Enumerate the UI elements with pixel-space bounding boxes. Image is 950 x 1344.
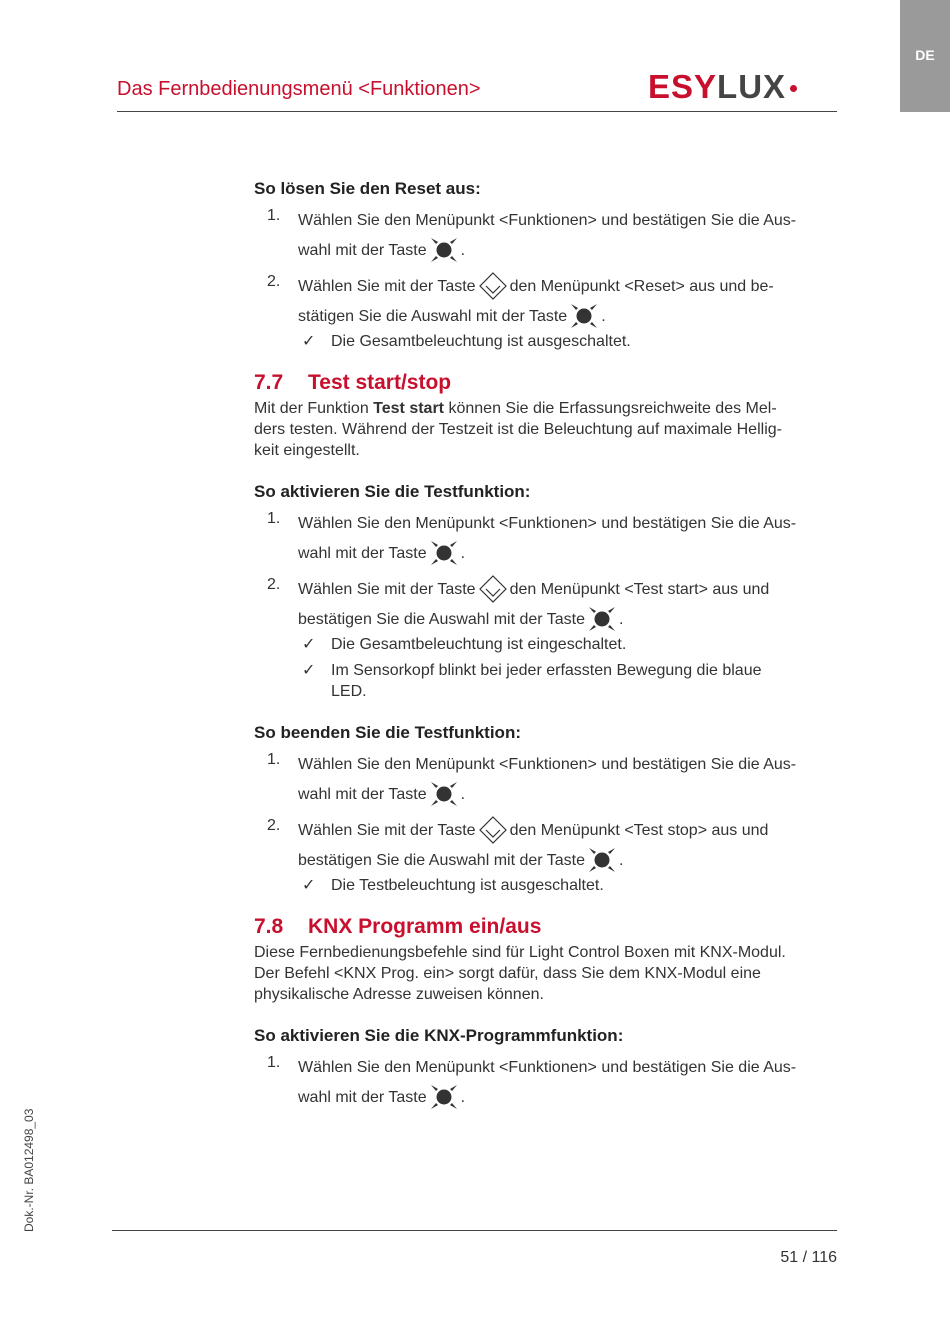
step-text: den Menüpunkt <Test stop> aus und: [509, 821, 769, 839]
result-item: [254, 634, 840, 655]
step-number: 1.: [267, 207, 281, 224]
period: .: [601, 307, 606, 325]
step-text: Wählen Sie mit der Taste: [298, 580, 476, 598]
step-number: 2.: [267, 817, 281, 834]
checkmark-icon: ✓: [302, 662, 316, 679]
list-item: [254, 205, 840, 265]
page-header-title: Das Fernbedienungsmenü <Funktionen>: [117, 78, 481, 100]
main-content: [254, 178, 840, 1112]
step-text: bestätigen Sie die Auswahl mit der Taste: [298, 610, 585, 628]
checkmark-icon: ✓: [302, 877, 316, 894]
period: .: [460, 241, 466, 259]
section-number: 7.8: [254, 915, 284, 938]
result-item: [254, 660, 840, 702]
step-text: stätigen Sie die Auswahl mit der Taste: [298, 307, 568, 325]
intro-text: physikalische Adresse zuweisen können.: [254, 986, 544, 1003]
deactivate-test-heading: So beenden Sie die Testfunktion:: [254, 723, 521, 742]
activate-test-heading: So aktivieren Sie die Testfunktion:: [254, 482, 531, 501]
step-text: wahl mit der Taste: [298, 785, 427, 803]
step-text: Wählen Sie mit der Taste: [298, 277, 476, 295]
step-text: den Menüpunkt <Test start> aus und: [509, 580, 770, 598]
logo-part-1: ESY: [648, 68, 718, 105]
period: .: [460, 1088, 466, 1106]
navigate-down-key-icon: [478, 271, 508, 301]
step-number: 2.: [267, 576, 281, 593]
step-text: wahl mit der Taste: [298, 1088, 427, 1106]
section-intro: [254, 942, 840, 1005]
language-tab: DE: [900, 0, 950, 112]
result-text-line: LED.: [331, 683, 367, 700]
period: .: [460, 785, 466, 803]
list-item: [254, 1052, 840, 1112]
step-number: 1.: [267, 1054, 281, 1071]
esylux-logo: [648, 70, 797, 104]
confirm-key-icon: [429, 235, 459, 265]
result-text: [331, 660, 840, 702]
list-item: [254, 749, 840, 809]
result-text: Die Gesamtbeleuchtung ist eingeschaltet.: [331, 636, 627, 653]
intro-text: Der Befehl <KNX Prog. ein> sorgt dafür, dass Sie dem KNX-Modul eine: [254, 965, 761, 982]
section-intro: [254, 398, 840, 461]
header-divider: [117, 111, 837, 112]
step-text: bestätigen Sie die Auswahl mit der Taste: [298, 851, 585, 869]
intro-text: können Sie die Erfassungsreichweite des Mel-: [448, 400, 777, 417]
step-number: 2.: [267, 273, 281, 290]
step-text: Wählen Sie den Menüpunkt <Funktionen> und bestätigen Sie die Aus-: [298, 755, 797, 773]
footer-divider: [112, 1230, 837, 1231]
section-title: Test start/stop: [308, 371, 452, 394]
step-text: Wählen Sie mit der Taste: [298, 821, 476, 839]
logo-dot: [790, 85, 797, 92]
step-number: 1.: [267, 510, 281, 527]
checkmark-icon: ✓: [302, 333, 316, 350]
knx-program-heading: So aktivieren Sie die KNX-Programmfunktion:: [254, 1026, 624, 1045]
confirm-key-icon: [429, 779, 459, 809]
page-number: 51 / 116: [780, 1249, 837, 1266]
section-heading-7-8: [254, 916, 840, 937]
period: .: [618, 610, 624, 628]
intro-text: Diese Fernbedienungsbefehle sind für Light Control Boxen mit KNX-Modul.: [254, 944, 786, 961]
list-item: [254, 574, 840, 634]
logo-part-2: LUX: [717, 68, 787, 105]
result-item: [254, 331, 840, 352]
navigate-down-key-icon: [478, 815, 508, 845]
intro-text: Mit der Funktion: [254, 400, 369, 417]
intro-bold: Test start: [373, 400, 445, 417]
result-text: Die Gesamtbeleuchtung ist ausgeschaltet.: [331, 333, 631, 350]
intro-text: keit eingestellt.: [254, 442, 360, 459]
result-text: Die Testbeleuchtung ist ausgeschaltet.: [331, 877, 604, 894]
confirm-key-icon: [429, 1082, 459, 1112]
checkmark-icon: ✓: [302, 636, 316, 653]
confirm-key-icon: [429, 538, 459, 568]
confirm-key-icon: [587, 845, 617, 875]
navigate-down-key-icon: [478, 574, 508, 604]
confirm-key-icon: [587, 604, 617, 634]
step-text: den Menüpunkt <Reset> aus und be-: [509, 277, 774, 295]
step-text: wahl mit der Taste: [298, 241, 427, 259]
confirm-key-icon: [569, 301, 599, 331]
step-text: Wählen Sie den Menüpunkt <Funktionen> und bestätigen Sie die Aus-: [298, 211, 797, 229]
result-item: [254, 875, 840, 896]
document-number: Dok.-Nr. BA012498_03: [22, 1108, 36, 1232]
list-item: [254, 508, 840, 568]
section-heading-7-7: [254, 372, 840, 393]
list-item: [254, 815, 840, 875]
reset-heading: So lösen Sie den Reset aus:: [254, 179, 481, 198]
step-text: Wählen Sie den Menüpunkt <Funktionen> und bestätigen Sie die Aus-: [298, 514, 797, 532]
step-text: Wählen Sie den Menüpunkt <Funktionen> und bestätigen Sie die Aus-: [298, 1058, 797, 1076]
intro-text: ders testen. Während der Testzeit ist die Beleuchtung auf maximale Hellig-: [254, 421, 782, 438]
period: .: [460, 544, 466, 562]
section-title: KNX Programm ein/aus: [308, 915, 542, 938]
result-text-line: Im Sensorkopf blinkt bei jeder erfassten Bewegung die blaue: [331, 662, 762, 679]
list-item: [254, 271, 840, 331]
period: .: [618, 851, 624, 869]
step-text: wahl mit der Taste: [298, 544, 427, 562]
section-number: 7.7: [254, 371, 284, 394]
step-number: 1.: [267, 751, 281, 768]
